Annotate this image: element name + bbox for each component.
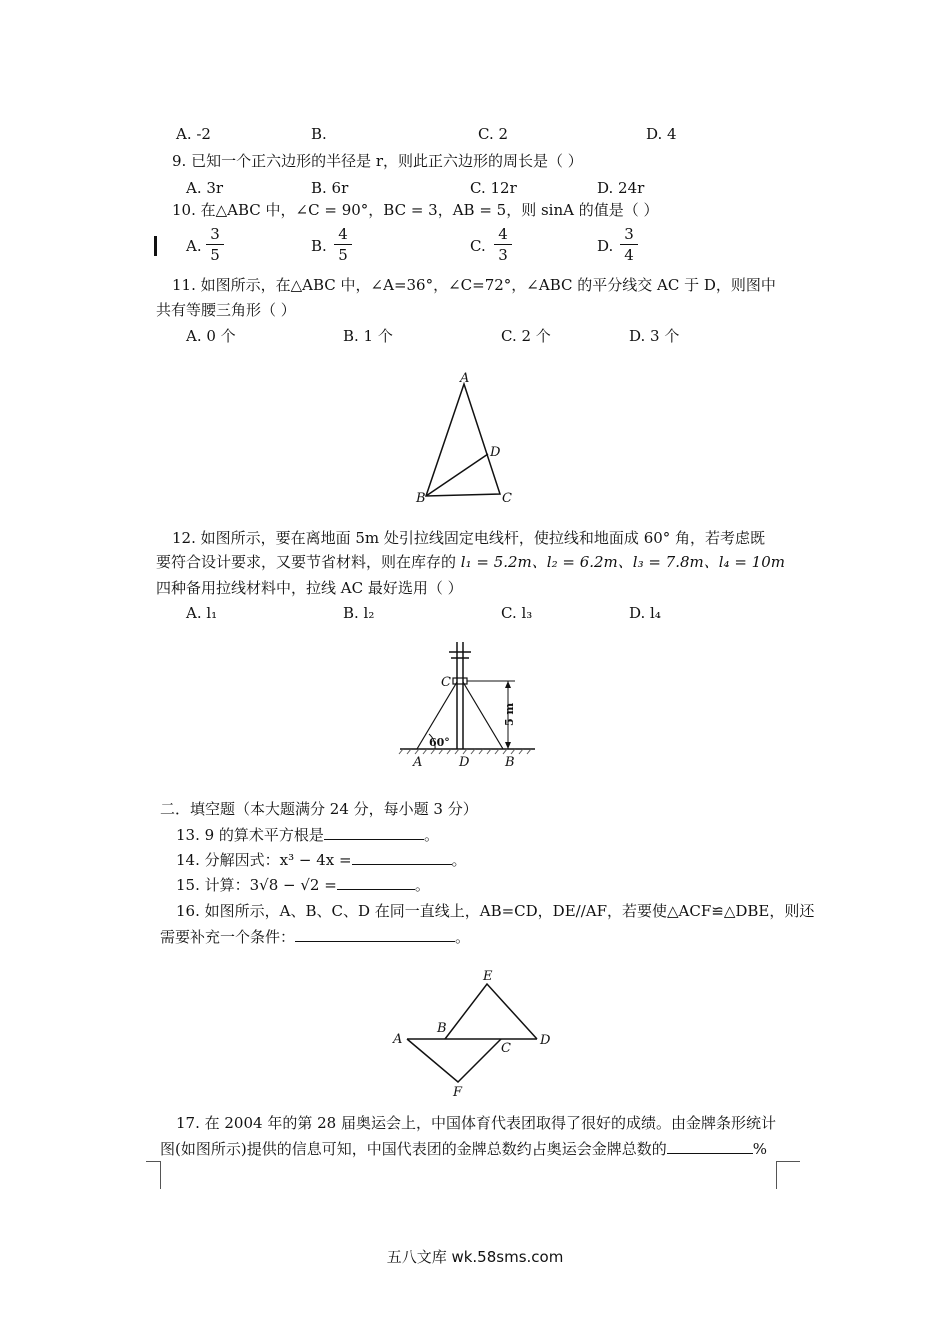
label-c: C <box>501 1041 511 1056</box>
q10-option-c-fraction <box>494 225 512 264</box>
q14-text: 14. 分解因式：x³ − 4x = <box>176 851 352 869</box>
q9-option-b: B. 6r <box>311 179 349 197</box>
corner-mark-right <box>776 1161 800 1162</box>
q8-option-a: A. -2 <box>176 125 211 143</box>
q11-option-d: D. 3 个 <box>629 327 680 345</box>
denominator: 4 <box>624 246 634 264</box>
label-d: D <box>540 1033 551 1048</box>
denominator: 5 <box>338 246 348 264</box>
label-a: A <box>413 755 423 770</box>
q8-option-b: B. <box>311 125 327 143</box>
text-cursor <box>154 236 157 256</box>
corner-mark-left-vertical <box>160 1161 161 1189</box>
q12-stem-line2-text: 要符合设计要求，又要节省材料，则在库存的 <box>156 553 461 571</box>
numerator: 4 <box>498 225 508 243</box>
q12-stem-line1: 12. 如图所示，要在离地面 5m 处引拉线固定电线杆，使拉线和地面成 60° 角，若考虑既 <box>172 529 766 547</box>
corner-mark-right-vertical <box>776 1161 777 1189</box>
q12-materials: l₁ = 5.2m、l₂ = 6.2m、l₃ = 7.8m、l₄ = 10m <box>460 553 785 571</box>
q16-text: 需要补充一个条件： <box>160 928 296 946</box>
q15-end: 。 <box>414 876 430 894</box>
parallel-triangles-figure <box>385 966 555 1100</box>
q10-option-c-label: C. <box>470 237 486 255</box>
q10-option-b-label: B. <box>311 237 327 255</box>
q17-line2 <box>160 1139 767 1159</box>
label-d: D <box>490 445 501 460</box>
numerator: 3 <box>210 225 220 243</box>
q12-option-c: C. l₃ <box>501 604 533 622</box>
q11-option-a: A. 0 个 <box>186 327 236 345</box>
label-e: E <box>483 969 493 984</box>
label-b: B <box>505 755 515 770</box>
q11-stem-line2: 共有等腰三角形（ ） <box>156 301 296 319</box>
denominator: 5 <box>210 246 220 264</box>
q12-option-b: B. l₂ <box>343 604 375 622</box>
q13-end: 。 <box>423 826 439 844</box>
numerator: 3 <box>624 225 634 243</box>
q13-answer-blank <box>324 825 424 840</box>
label-60deg: 60° <box>429 736 450 749</box>
footer-watermark: 五八文库 wk.58sms.com <box>386 1248 564 1266</box>
q9-option-c: C. 12r <box>470 179 517 197</box>
q10-option-a-label: A. <box>186 237 202 255</box>
q12-option-a: A. l₁ <box>186 604 218 622</box>
q11-option-b: B. 1 个 <box>343 327 393 345</box>
q16-answer-blank <box>295 927 455 942</box>
q13-line <box>176 825 439 845</box>
utility-pole-figure <box>395 636 545 771</box>
label-a: A <box>460 371 470 386</box>
q14-answer-blank <box>352 850 452 865</box>
numerator: 4 <box>338 225 348 243</box>
q8-option-d: D. 4 <box>646 125 677 143</box>
q12-option-d: D. l₄ <box>629 604 661 622</box>
q9-option-a: A. 3r <box>186 179 224 197</box>
q9-option-d: D. 24r <box>597 179 645 197</box>
q10-option-d-label: D. <box>597 237 614 255</box>
q15-text: 15. 计算：3√8 − √2 = <box>176 876 337 894</box>
q16-line2 <box>160 927 470 947</box>
q11-stem-line1: 11. 如图所示，在△ABC 中，∠A=36°，∠C=72°，∠ABC 的平分线交 AC 于 D，则图中 <box>172 276 776 294</box>
label-d: D <box>459 755 470 770</box>
label-c: C <box>441 675 451 690</box>
q9-stem: 9. 已知一个正六边形的半径是 r，则此正六边形的周长是（ ） <box>172 152 583 170</box>
label-f: F <box>453 1085 463 1100</box>
denominator: 3 <box>498 246 508 264</box>
triangle-abc-figure <box>410 370 520 510</box>
q8-option-c: C. 2 <box>478 125 509 143</box>
q10-option-a-fraction <box>206 225 224 264</box>
q17-answer-blank <box>667 1139 753 1154</box>
q10-option-d-fraction <box>620 225 638 264</box>
label-b: B <box>416 491 426 506</box>
q17-end: % <box>752 1140 767 1158</box>
q17-line1: 17. 在 2004 年的第 28 届奥运会上，中国体育代表团取得了很好的成绩。由金牌条形统计 <box>176 1114 776 1132</box>
q15-line <box>176 875 430 895</box>
q13-text: 13. 9 的算术平方根是 <box>176 826 324 844</box>
corner-mark-left <box>146 1161 160 1162</box>
q14-line <box>176 850 467 870</box>
q12-stem-line3: 四种备用拉线材料中，拉线 AC 最好选用（ ） <box>156 579 463 597</box>
label-5m: 5 m <box>503 702 516 726</box>
q16-line1: 16. 如图所示，A、B、C、D 在同一直线上，AB=CD，DE//AF，若要使△ACF≌△DBE，则还 <box>176 902 815 920</box>
q10-option-b-fraction <box>334 225 352 264</box>
q14-end: 。 <box>451 851 467 869</box>
label-a: A <box>393 1032 403 1047</box>
q17-text: 图(如图所示)提供的信息可知，中国代表团的金牌总数约占奥运会金牌总数的 <box>160 1140 667 1158</box>
q15-answer-blank <box>337 875 415 890</box>
section2-title: 二．填空题（本大题满分 24 分，每小题 3 分） <box>160 800 478 818</box>
label-c: C <box>502 491 512 506</box>
q16-end: 。 <box>455 928 471 946</box>
q10-stem: 10. 在△ABC 中，∠C = 90°，BC = 3，AB = 5，则 sinA 的值是（ ） <box>172 201 659 219</box>
q12-stem-line2 <box>156 552 785 572</box>
q11-option-c: C. 2 个 <box>501 327 551 345</box>
label-b: B <box>437 1021 447 1036</box>
